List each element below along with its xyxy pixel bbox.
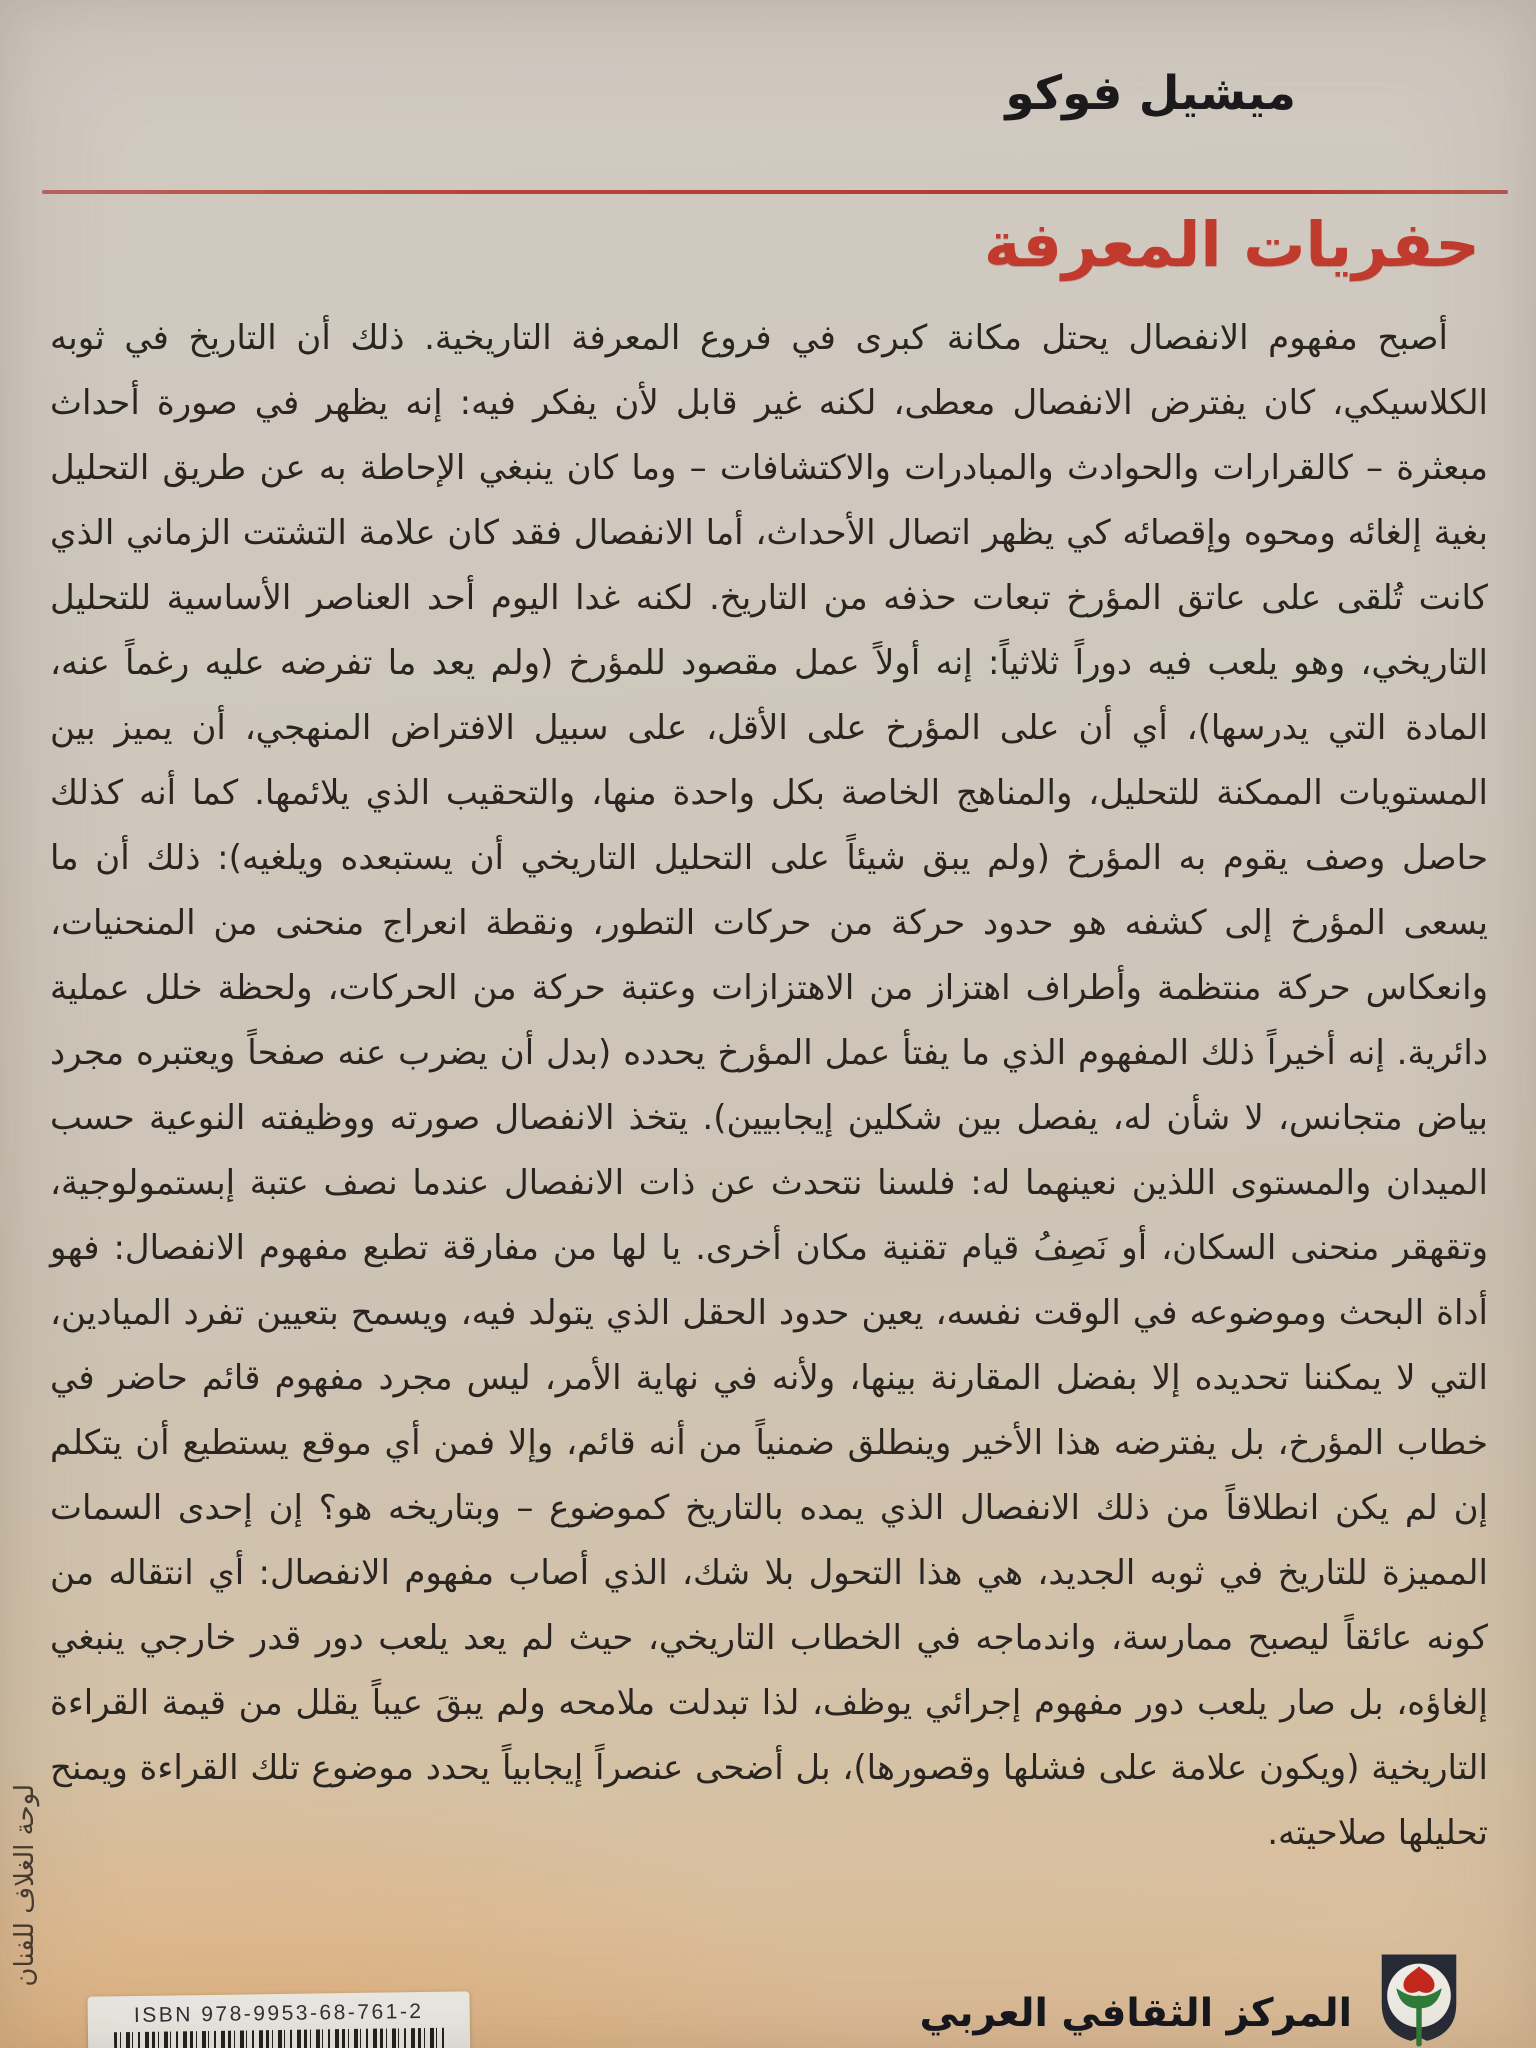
publisher-name: المركز الثقافي العربي [919,1990,1352,2036]
isbn-sticker [87,1991,470,2048]
publisher-logo-icon [1368,1950,1470,2048]
isbn-number: ISBN 978-9953-68-761-2 [133,1999,424,2028]
publisher-block [919,1950,1470,2048]
back-cover-blurb: أصبح مفهوم الانفصال يحتل مكانة كبرى في فروع المعرفة التاريخية. ذلك أن التاريخ في ثوبه الكلاسيكي، كان يفترض الانفصال معطى، لكنه غير قابل لأن يفكر فيه: إنه يظهر في صورة أحداث مبعثرة – كالقرارات والحوادث والمبادرات والاكتشافات – وما كان ينبغي الإحاطة به عن طريق التحليل بغية إلغائه ومحوه وإقصائه كي يظهر اتصال الأحداث، أما الانفصال فقد كان علامة التشتت الزماني الذي كانت تُلقى على عاتق المؤرخ تبعات حذفه من التاريخ. لكنه غدا اليوم أحد العناصر الأساسية للتحليل التاريخي، وهو يلعب فيه دوراً ثلاثياً: إنه أولاً عمل مقصود للمؤرخ (ولم يعد ما تفرضه عليه رغماً عنه، المادة التي يدرسها)، أي أن على المؤرخ على الأقل، على سبيل الافتراض المنهجي، أن يميز بين المستويات الممكنة للتحليل، والمناهج الخاصة بكل واحدة منها، والتحقيب الذي يلائمها. كما أنه كذلك حاصل وصف يقوم به المؤرخ (ولم يبق شيئاً على التحليل التاريخي أن يستبعده ويلغيه): ذلك أن ما يسعى المؤرخ إلى كشفه هو حدود حركة من حركات التطور، ونقطة انعراج منحنى من المنحنيات، وانعكاس حركة منتظمة وأطراف اهتزاز من الاهتزازات وعتبة حركة من الحركات، ولحظة خلل عملية دائرية. إنه أخيراً ذلك المفهوم الذي ما يفتأ عمل المؤرخ يحدده (بدل أن يضرب عنه صفحاً ويعتبره مجرد بياض متجانس، لا شأن له، يفصل بين شكلين إيجابيين). يتخذ الانفصال صورته ووظيفته النوعية حسب الميدان والمستوى اللذين نعينهما له: فلسنا نتحدث عن ذات الانفصال عندما نصف عتبة إبستمولوجية، وتقهقر منحنى السكان، أو نَصِفُ قيام تقنية مكان أخرى. يا لها من مفارقة تطبع مفهوم الانفصال: فهو أداة البحث وموضوعه في الوقت نفسه، يعين حدود الحقل الذي يتولد فيه، ويسمح بتعيين تفرد الميادين، التي لا يمكننا تحديده إلا بفضل المقارنة بينها، ولأنه في نهاية الأمر، ليس مجرد مفهوم قائم حاضر في خطاب المؤرخ، بل يفترضه هذا الأخير وينطلق ضمنياً من أنه قائم، وإلا فمن أي موقع يستطيع أن يتكلم إن لم يكن انطلاقاً من ذلك الانفصال الذي يمده بالتاريخ كموضوع – وبتاريخه هو؟ إن إحدى السمات المميزة للتاريخ في ثوبه الجديد، هي هذا التحول بلا شك، الذي أصاب مفهوم الانفصال: أي انتقاله من كونه عائقاً ليصبح ممارسة، واندماجه في الخطاب التاريخي، حيث لم يعد يلعب دور قدر خارجي ينبغي إلغاؤه، بل صار يلعب دور مفهوم إجرائي يوظف، لذا تبدلت ملامحه ولم يبقَ عيباً يقلل من قيمة القراءة التاريخية (ويكون علامة على فشلها وقصورها)، بل أضحى عنصراً إيجابياً يحدد موضوع تلك القراءة ويمنح تحليلها صلاحيته. [50,318,1488,1853]
cover-artist-credit: لوحة الغلاف للفنان [10,1784,40,1987]
isbn-barcode [114,2028,444,2048]
red-divider-rule [42,190,1508,194]
author-name: ميشيل فوكو [1005,66,1296,121]
book-title: حفريات المعرفة [983,208,1480,281]
